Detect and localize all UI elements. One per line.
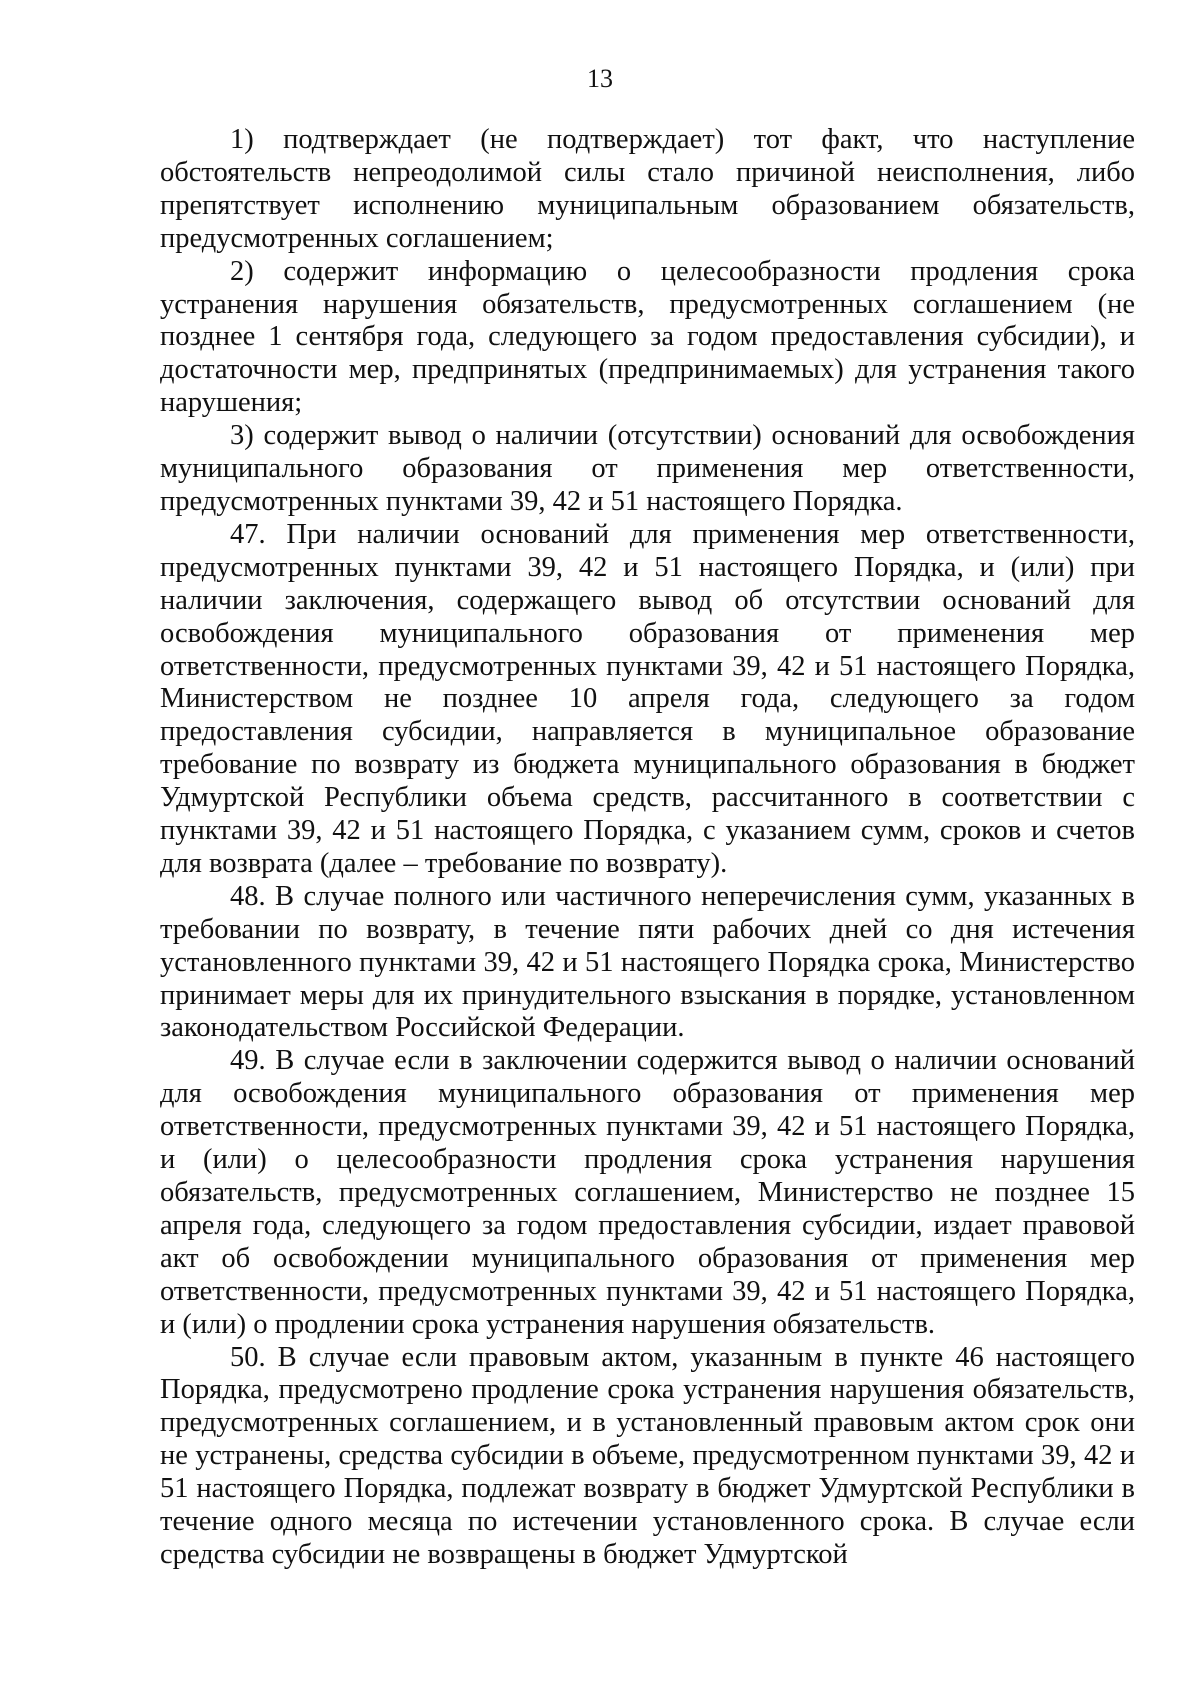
page-number: 13: [587, 64, 613, 93]
paragraph-49: 49. В случае если в заключении содержится вывод о наличии оснований для освобождения муниципального образования от применения мер ответственности, предусмотренных пунктами 39, 42 и 51 настоящего Порядка, и (или) о целесообразности продления срока устранения нарушения обязательств, предусмотренных соглашением, Министерство не позднее 15 апреля года, следующего за годом предоставления субсидии, издает правовой акт об освобождении муниципального образования от применения мер ответственности, предусмотренных пунктами 39, 42 и 51 настоящего Порядка, и (или) о продлении срока устранения нарушения обязательств.: [160, 1045, 1135, 1340]
paragraph-50: 50. В случае если правовым актом, указанным в пункте 46 настоящего Порядка, предусмотрено продление срока устранения нарушения обязательств, предусмотренных соглашением, и в установленный правовым актом срок они не устранены, средства субсидии в объеме, предусмотренном пунктами 39, 42 и 51 настоящего Порядка, подлежат возврату в бюджет Удмуртской Республики в течение одного месяца по истечении установленного срока. В случае если средства субсидии не возвращены в бюджет Удмуртской: [160, 1341, 1135, 1570]
paragraph-47: 47. При наличии оснований для применения мер ответственности, предусмотренных пунктами 39, 42 и 51 настоящего Порядка, и (или) при наличии заключения, содержащего вывод об отсутствии оснований для освобождения муниципального образования от применения мер ответственности, предусмотренных пунктами 39, 42 и 51 настоящего Порядка, Министерством не позднее 10 апреля года, следующего за годом предоставления субсидии, направляется в муниципальное образование требование по возврату из бюджета муниципального образования в бюджет Удмуртской Республики объема средств, рассчитанного в соответствии с пунктами 39, 42 и 51 настоящего Порядка, с указанием сумм, сроков и счетов для возврата (далее – требование по возврату).: [160, 518, 1135, 879]
paragraph-item-2: 2) содержит информацию о целесообразности продления срока устранения нарушения обязательств, предусмотренных соглашением (не позднее 1 сентября года, следующего за годом предоставления субсидии), и достаточности мер, предпринятых (предпринимаемых) для устранения такого нарушения;: [160, 255, 1135, 419]
document-body: [160, 124, 1135, 1572]
paragraph-48: 48. В случае полного или частичного неперечисления сумм, указанных в требовании по возврату, в течение пяти рабочих дней со дня истечения установленного пунктами 39, 42 и 51 настоящего Порядка срока, Министерство принимает меры для их принудительного взыскания в порядке, установленном законодательством Российской Федерации.: [160, 880, 1135, 1044]
paragraph-item-1: 1) подтверждает (не подтверждает) тот факт, что наступление обстоятельств непреодолимой силы стало причиной неисполнения, либо препятствует исполнению муниципальным образованием обязательств, предусмотренных соглашением;: [160, 124, 1135, 254]
paragraph-item-3: 3) содержит вывод о наличии (отсутствии) оснований для освобождения муниципального образования от применения мер ответственности, предусмотренных пунктами 39, 42 и 51 настоящего Порядка.: [160, 420, 1135, 517]
